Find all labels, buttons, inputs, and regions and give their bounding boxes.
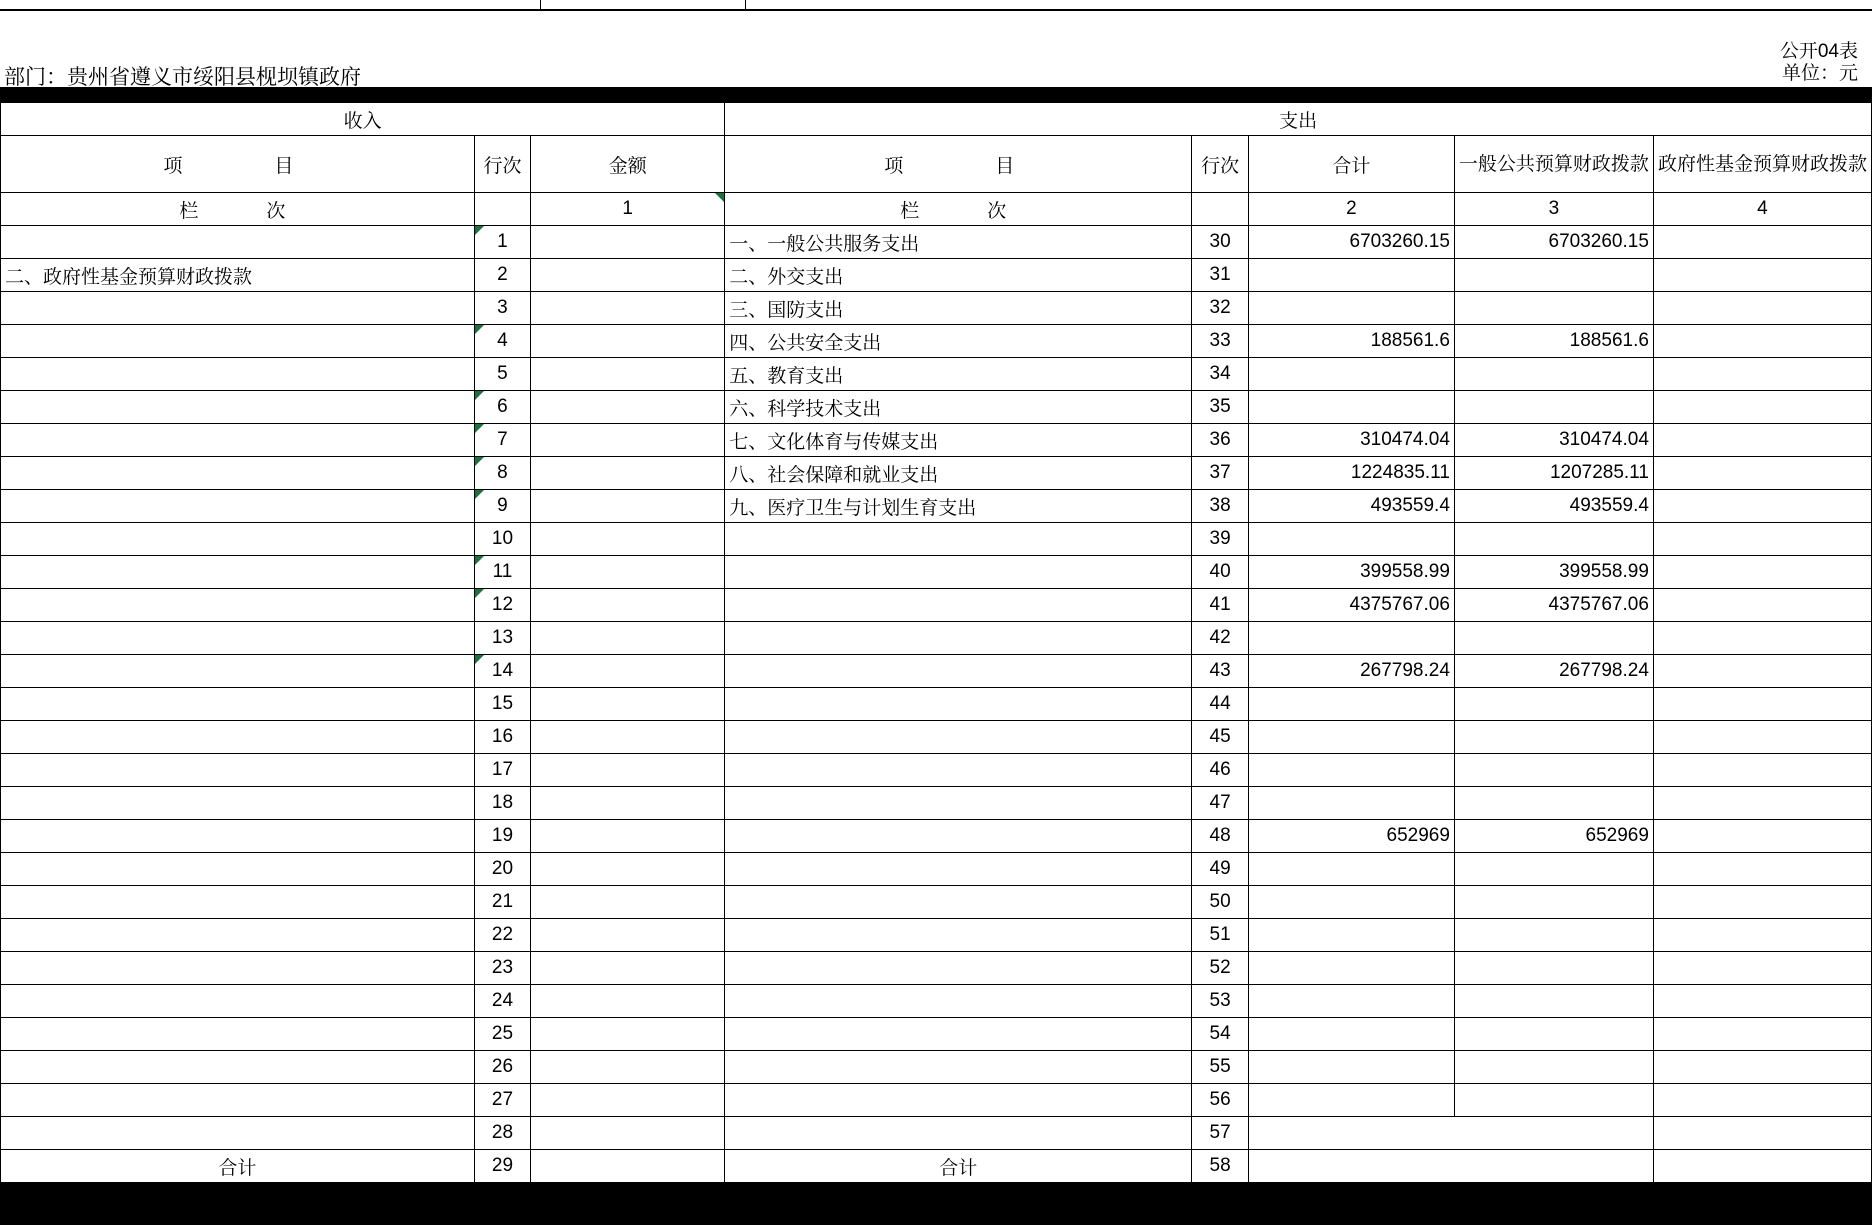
expense-total-48: 652969 <box>1248 820 1454 853</box>
expense-rownum-36: 36 <box>1192 424 1248 457</box>
expense-fund-45 <box>1653 721 1871 754</box>
income-rownum-11: 11 <box>474 556 530 589</box>
expense-rownum-33: 33 <box>1192 325 1248 358</box>
expense-label-45 <box>725 721 1192 754</box>
income-amount-2 <box>531 259 725 292</box>
expense-label-48 <box>725 820 1192 853</box>
expense-general-50 <box>1454 886 1653 919</box>
income-label-16 <box>1 721 475 754</box>
income-amount-24 <box>531 985 725 1018</box>
table-row <box>1 853 1872 886</box>
expense-fund-33 <box>1653 325 1871 358</box>
expense-rownum-header: 行次 <box>1192 136 1248 193</box>
income-label-8 <box>1 457 475 490</box>
income-rownum-23: 23 <box>474 952 530 985</box>
expense-fund-58 <box>1653 1150 1871 1183</box>
table-row <box>1 655 1872 688</box>
income-label-25 <box>1 1018 475 1051</box>
income-label-row-title: 栏 次 <box>1 193 475 226</box>
table-row <box>1 1117 1872 1150</box>
expense-general-45 <box>1454 721 1653 754</box>
income-label-24 <box>1 985 475 1018</box>
expense-fund-32 <box>1653 292 1871 325</box>
expense-total-37: 1224835.11 <box>1248 457 1454 490</box>
income-amount-17 <box>531 754 725 787</box>
expense-general-32 <box>1454 292 1653 325</box>
expense-label-32: 三、国防支出 <box>725 292 1192 325</box>
expense-total-32 <box>1248 292 1454 325</box>
expense-total-49 <box>1248 853 1454 886</box>
expense-general-48: 652969 <box>1454 820 1653 853</box>
income-label-23 <box>1 952 475 985</box>
expense-rownum-56: 56 <box>1192 1084 1248 1117</box>
expense-fund-41 <box>1653 589 1871 622</box>
expense-rownum-30: 30 <box>1192 226 1248 259</box>
table-row <box>1 523 1872 556</box>
expense-label-39 <box>725 523 1192 556</box>
table-row-total <box>1 1150 1872 1183</box>
table-row <box>1 886 1872 919</box>
income-label-3 <box>1 292 475 325</box>
expense-rownum-57: 57 <box>1192 1117 1248 1150</box>
income-rownum-10: 10 <box>474 523 530 556</box>
table-row <box>1 556 1872 589</box>
expense-general-36: 310474.04 <box>1454 424 1653 457</box>
income-rownum-header: 行次 <box>474 136 530 193</box>
expense-fund-34 <box>1653 358 1871 391</box>
expense-total-58 <box>1248 1150 1653 1183</box>
expense-fund-40 <box>1653 556 1871 589</box>
expense-total-label: 合计 <box>725 1150 1192 1183</box>
expense-rownum-44: 44 <box>1192 688 1248 721</box>
top-white-band <box>0 0 1872 10</box>
expense-label-40 <box>725 556 1192 589</box>
income-rownum-7: 7 <box>474 424 530 457</box>
column-number-row <box>1 193 1872 226</box>
expense-label-55 <box>725 1051 1192 1084</box>
income-amount-10 <box>531 523 725 556</box>
income-amount-28 <box>531 1117 725 1150</box>
income-label-26 <box>1 1051 475 1084</box>
expense-col-num-2: 2 <box>1248 193 1454 226</box>
income-label-13 <box>1 622 475 655</box>
expense-fund-35 <box>1653 391 1871 424</box>
expense-fund-37 <box>1653 457 1871 490</box>
income-rownum-16: 16 <box>474 721 530 754</box>
expense-label-47 <box>725 787 1192 820</box>
income-amount-7 <box>531 424 725 457</box>
income-rownum-26: 26 <box>474 1051 530 1084</box>
income-label-11 <box>1 556 475 589</box>
income-rownum-14: 14 <box>474 655 530 688</box>
income-amount-8 <box>531 457 725 490</box>
expense-general-38: 493559.4 <box>1454 490 1653 523</box>
expense-fund-38 <box>1653 490 1871 523</box>
expense-label-54 <box>725 1018 1192 1051</box>
expense-fund-36 <box>1653 424 1871 457</box>
expense-rownum-38: 38 <box>1192 490 1248 523</box>
unit-label: 单位：元 <box>1781 63 1858 84</box>
income-rownum-9: 9 <box>474 490 530 523</box>
expense-label-34: 五、教育支出 <box>725 358 1192 391</box>
expense-fund-48 <box>1653 820 1871 853</box>
expense-label-57 <box>725 1117 1192 1150</box>
column-seam-1 <box>540 0 541 10</box>
expense-general-33: 188561.6 <box>1454 325 1653 358</box>
table-row <box>1 820 1872 853</box>
income-label-1 <box>1 226 475 259</box>
income-amount-12 <box>531 589 725 622</box>
expense-rownum-41: 41 <box>1192 589 1248 622</box>
expense-label-53 <box>725 985 1192 1018</box>
expense-total-51 <box>1248 919 1454 952</box>
expense-total-57 <box>1248 1117 1653 1150</box>
expense-rownum-45: 45 <box>1192 721 1248 754</box>
income-label-21 <box>1 886 475 919</box>
expense-fund-54 <box>1653 1018 1871 1051</box>
expense-total-46 <box>1248 754 1454 787</box>
expense-fund-44 <box>1653 688 1871 721</box>
expense-fund-39 <box>1653 523 1871 556</box>
table-row <box>1 721 1872 754</box>
income-rownum-5: 5 <box>474 358 530 391</box>
expense-total-38: 493559.4 <box>1248 490 1454 523</box>
income-amount-19 <box>531 820 725 853</box>
expense-label-35: 六、科学技术支出 <box>725 391 1192 424</box>
income-label-17 <box>1 754 475 787</box>
expense-total-30: 6703260.15 <box>1248 226 1454 259</box>
expense-label-36: 七、文化体育与传媒支出 <box>725 424 1192 457</box>
income-label-28 <box>1 1117 475 1150</box>
table-row <box>1 1018 1872 1051</box>
income-rownum-18: 18 <box>474 787 530 820</box>
income-rownum-22: 22 <box>474 919 530 952</box>
spacer-black-1 <box>474 193 530 226</box>
expense-rownum-35: 35 <box>1192 391 1248 424</box>
table-row <box>1 589 1872 622</box>
income-rownum-15: 15 <box>474 688 530 721</box>
table-row <box>1 787 1872 820</box>
income-amount-5 <box>531 358 725 391</box>
expense-total-55 <box>1248 1051 1454 1084</box>
expense-rownum-39: 39 <box>1192 523 1248 556</box>
expense-total-50 <box>1248 886 1454 919</box>
income-rownum-19: 19 <box>474 820 530 853</box>
expense-general-44 <box>1454 688 1653 721</box>
expense-rownum-55: 55 <box>1192 1051 1248 1084</box>
expense-general-52 <box>1454 952 1653 985</box>
expense-rownum-47: 47 <box>1192 787 1248 820</box>
income-amount-27 <box>531 1084 725 1117</box>
income-label-14 <box>1 655 475 688</box>
income-rownum-20: 20 <box>474 853 530 886</box>
income-total-label: 合计 <box>1 1150 475 1183</box>
table-row <box>1 292 1872 325</box>
income-amount-header: 金额 <box>531 136 725 193</box>
income-amount-3 <box>531 292 725 325</box>
expense-label-31: 二、外交支出 <box>725 259 1192 292</box>
public-table-label: 公开04表 <box>1779 41 1858 62</box>
expense-rownum-52: 52 <box>1192 952 1248 985</box>
expense-total-43: 267798.24 <box>1248 655 1454 688</box>
expense-total-56 <box>1248 1084 1454 1117</box>
table-row <box>1 358 1872 391</box>
column-header-row <box>1 136 1872 193</box>
expense-label-44 <box>725 688 1192 721</box>
expense-total-53 <box>1248 985 1454 1018</box>
income-amount-18 <box>531 787 725 820</box>
table-row <box>1 622 1872 655</box>
expense-label-row-title: 栏 次 <box>725 193 1192 226</box>
expense-rownum-34: 34 <box>1192 358 1248 391</box>
expense-general-49 <box>1454 853 1653 886</box>
table-row <box>1 490 1872 523</box>
expense-fund-47 <box>1653 787 1871 820</box>
table-row <box>1 226 1872 259</box>
table-row <box>1 424 1872 457</box>
income-rownum-6: 6 <box>474 391 530 424</box>
expense-general-55 <box>1454 1051 1653 1084</box>
expense-rownum-42: 42 <box>1192 622 1248 655</box>
column-seam-2 <box>745 0 746 10</box>
expense-label-43 <box>725 655 1192 688</box>
expense-fund-56 <box>1653 1084 1871 1117</box>
income-amount-26 <box>531 1051 725 1084</box>
expense-general-46 <box>1454 754 1653 787</box>
income-label-12 <box>1 589 475 622</box>
expense-total-34 <box>1248 358 1454 391</box>
table-row <box>1 1051 1872 1084</box>
expense-label-38: 九、医疗卫生与计划生育支出 <box>725 490 1192 523</box>
income-amount-15 <box>531 688 725 721</box>
table-row <box>1 688 1872 721</box>
expense-label-37: 八、社会保障和就业支出 <box>725 457 1192 490</box>
expense-general-43: 267798.24 <box>1454 655 1653 688</box>
expense-general-37: 1207285.11 <box>1454 457 1653 490</box>
income-label-15 <box>1 688 475 721</box>
expense-fund-53 <box>1653 985 1871 1018</box>
expense-label-50 <box>725 886 1192 919</box>
expense-label-30: 一、一般公共服务支出 <box>725 226 1192 259</box>
income-rownum-1: 1 <box>474 226 530 259</box>
income-label-4 <box>1 325 475 358</box>
expense-rownum-50: 50 <box>1192 886 1248 919</box>
sheet-header <box>0 11 1872 87</box>
expense-rownum-48: 48 <box>1192 820 1248 853</box>
expense-col-num-3: 3 <box>1454 193 1653 226</box>
expense-label-46 <box>725 754 1192 787</box>
income-amount-1 <box>531 226 725 259</box>
section-income-title: 收入 <box>1 103 725 136</box>
expense-fund-30 <box>1653 226 1871 259</box>
expense-label-51 <box>725 919 1192 952</box>
expense-rownum-53: 53 <box>1192 985 1248 1018</box>
income-rownum-17: 17 <box>474 754 530 787</box>
income-amount-9 <box>531 490 725 523</box>
expense-label-52 <box>725 952 1192 985</box>
expense-total-41: 4375767.06 <box>1248 589 1454 622</box>
expense-total-54 <box>1248 1018 1454 1051</box>
table-row <box>1 754 1872 787</box>
income-amount-13 <box>531 622 725 655</box>
income-amount-20 <box>531 853 725 886</box>
expense-general-41: 4375767.06 <box>1454 589 1653 622</box>
expense-rownum-58: 58 <box>1192 1150 1248 1183</box>
expense-general-40: 399558.99 <box>1454 556 1653 589</box>
expense-general-54 <box>1454 1018 1653 1051</box>
expense-total-35 <box>1248 391 1454 424</box>
expense-rownum-46: 46 <box>1192 754 1248 787</box>
expense-total-31 <box>1248 259 1454 292</box>
table-row <box>1 391 1872 424</box>
expense-general-51 <box>1454 919 1653 952</box>
table-row <box>1 952 1872 985</box>
expense-general-47 <box>1454 787 1653 820</box>
expense-total-header: 合计 <box>1248 136 1454 193</box>
income-rownum-3: 3 <box>474 292 530 325</box>
expense-fund-57 <box>1653 1117 1871 1150</box>
expense-total-44 <box>1248 688 1454 721</box>
expense-label-33: 四、公共安全支出 <box>725 325 1192 358</box>
income-rownum-29: 29 <box>474 1150 530 1183</box>
table-row <box>1 259 1872 292</box>
income-rownum-13: 13 <box>474 622 530 655</box>
expense-rownum-51: 51 <box>1192 919 1248 952</box>
expense-general-34 <box>1454 358 1653 391</box>
department-label: 部门：贵州省遵义市绥阳县枧坝镇政府 <box>4 66 361 89</box>
section-expense-title: 支出 <box>725 103 1872 136</box>
table-row <box>1 457 1872 490</box>
expense-col-num-4: 4 <box>1653 193 1871 226</box>
expense-total-36: 310474.04 <box>1248 424 1454 457</box>
expense-fund-46 <box>1653 754 1871 787</box>
expense-general-39 <box>1454 523 1653 556</box>
expense-general-30: 6703260.15 <box>1454 226 1653 259</box>
expense-item-header: 项 目 <box>725 136 1192 193</box>
table-row <box>1 1084 1872 1117</box>
expense-total-40: 399558.99 <box>1248 556 1454 589</box>
income-label-7 <box>1 424 475 457</box>
income-rownum-4: 4 <box>474 325 530 358</box>
section-header-row <box>1 103 1872 136</box>
expense-label-49 <box>725 853 1192 886</box>
income-amount-14 <box>531 655 725 688</box>
income-label-5 <box>1 358 475 391</box>
expense-total-52 <box>1248 952 1454 985</box>
expense-fund-31 <box>1653 259 1871 292</box>
expense-fund-50 <box>1653 886 1871 919</box>
expense-total-45 <box>1248 721 1454 754</box>
income-col-num-1: 1 <box>531 193 725 226</box>
income-item-header: 项 目 <box>1 136 475 193</box>
expense-fund-51 <box>1653 919 1871 952</box>
spacer-black-2 <box>1192 193 1248 226</box>
expense-total-33: 188561.6 <box>1248 325 1454 358</box>
expense-rownum-54: 54 <box>1192 1018 1248 1051</box>
income-label-10 <box>1 523 475 556</box>
expense-rownum-43: 43 <box>1192 655 1248 688</box>
expense-rownum-31: 31 <box>1192 259 1248 292</box>
income-amount-22 <box>531 919 725 952</box>
income-label-2: 二、政府性基金预算财政拨款 <box>1 259 475 292</box>
income-label-6 <box>1 391 475 424</box>
income-rownum-25: 25 <box>474 1018 530 1051</box>
income-rownum-27: 27 <box>474 1084 530 1117</box>
income-label-22 <box>1 919 475 952</box>
table-row <box>1 919 1872 952</box>
income-amount-16 <box>531 721 725 754</box>
expense-rownum-37: 37 <box>1192 457 1248 490</box>
income-rownum-12: 12 <box>474 589 530 622</box>
expense-rownum-32: 32 <box>1192 292 1248 325</box>
expense-general-53 <box>1454 985 1653 1018</box>
income-label-20 <box>1 853 475 886</box>
expense-label-41 <box>725 589 1192 622</box>
expense-general-budget-header: 一般公共预算财政拨款 <box>1454 136 1653 193</box>
expense-general-42 <box>1454 622 1653 655</box>
expense-general-56 <box>1454 1084 1653 1117</box>
expense-fund-42 <box>1653 622 1871 655</box>
income-label-18 <box>1 787 475 820</box>
expense-label-42 <box>725 622 1192 655</box>
expense-fund-43 <box>1653 655 1871 688</box>
table-row <box>1 325 1872 358</box>
expense-label-56 <box>725 1084 1192 1117</box>
income-rownum-28: 28 <box>474 1117 530 1150</box>
budget-table <box>0 102 1872 1183</box>
income-label-9 <box>1 490 475 523</box>
income-amount-4 <box>531 325 725 358</box>
income-amount-23 <box>531 952 725 985</box>
income-amount-21 <box>531 886 725 919</box>
income-rownum-21: 21 <box>474 886 530 919</box>
income-rownum-8: 8 <box>474 457 530 490</box>
income-label-19 <box>1 820 475 853</box>
income-total-amount <box>531 1150 725 1183</box>
expense-rownum-40: 40 <box>1192 556 1248 589</box>
expense-fund-49 <box>1653 853 1871 886</box>
income-label-27 <box>1 1084 475 1117</box>
expense-total-39 <box>1248 523 1454 556</box>
income-amount-11 <box>531 556 725 589</box>
income-rownum-2: 2 <box>474 259 530 292</box>
expense-gov-fund-header: 政府性基金预算财政拨款 <box>1653 136 1871 193</box>
table-row <box>1 985 1872 1018</box>
income-rownum-24: 24 <box>474 985 530 1018</box>
expense-general-31 <box>1454 259 1653 292</box>
expense-fund-52 <box>1653 952 1871 985</box>
expense-total-47 <box>1248 787 1454 820</box>
income-amount-6 <box>531 391 725 424</box>
income-amount-25 <box>531 1018 725 1051</box>
expense-general-35 <box>1454 391 1653 424</box>
expense-total-42 <box>1248 622 1454 655</box>
expense-rownum-49: 49 <box>1192 853 1248 886</box>
expense-fund-55 <box>1653 1051 1871 1084</box>
